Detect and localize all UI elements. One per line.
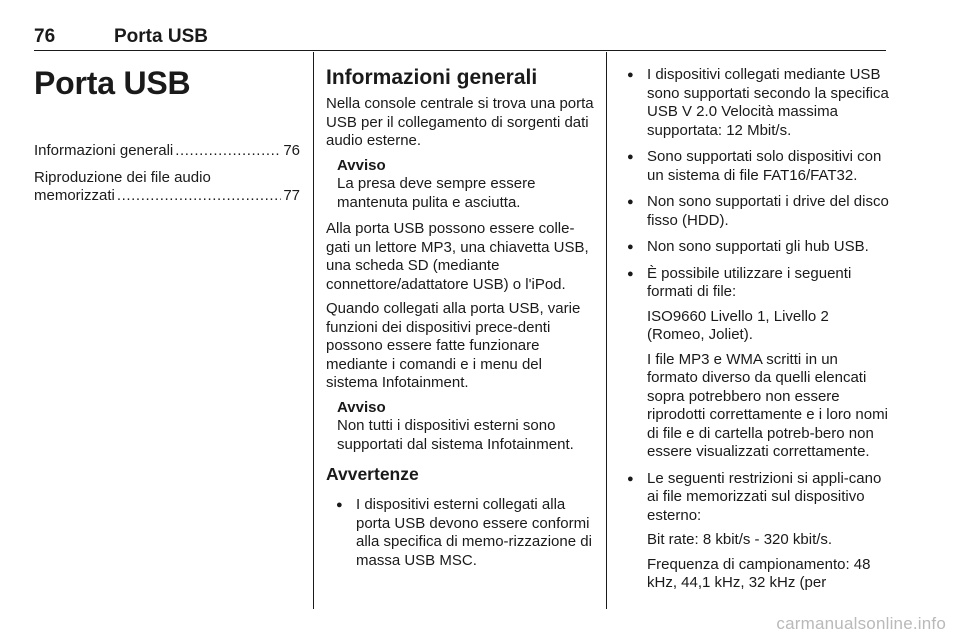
toc-page-number: 77	[283, 187, 300, 204]
column-divider-2	[606, 52, 607, 609]
notice-box-2	[326, 399, 594, 455]
toc-page-number: 76	[283, 142, 300, 159]
requirements-list	[620, 66, 890, 593]
running-header-title: Porta USB	[114, 26, 208, 47]
list-item	[620, 148, 890, 185]
requirements-column	[620, 66, 890, 601]
list-item	[620, 193, 890, 230]
watermark: carmanualsonline.info	[776, 614, 946, 633]
list-item-text: Frequenza di campionamento: 48 kHz, 44,1 kHz, 32 kHz (per	[647, 555, 871, 591]
list-item	[620, 66, 890, 140]
devices-paragraph: Alla porta USB possono essere colle-gati un lettore MP3, una chiavetta USB, una scheda SD (mediante connettore/adattatore USB) o l'iPod.	[326, 220, 589, 293]
list-item-text: ISO9660 Livello 1, Livello 2 (Romeo, Joliet).	[647, 307, 829, 343]
section-heading: Informazioni generali	[326, 66, 538, 89]
list-item-text: ● È possibile utilizzare i seguenti formati di file:	[647, 264, 852, 300]
toc-entry-label: Riproduzione dei file audio	[34, 168, 211, 186]
toc-column	[34, 58, 300, 214]
list-item-text: I file MP3 e WMA scritti in un formato diverso da quelli elencati sopra potrebbero non essere riprodotti correttamente e i loro nomi di file e di cartella potreb-bero non essere visualizzati correttamente.	[647, 350, 888, 460]
list-item	[620, 265, 890, 462]
functions-paragraph: Quando collegati alla porta USB, varie funzioni dei dispositivi prece-denti possono essere fatte funzionare mediante i comandi e i menu del sistema Infotainment.	[326, 300, 581, 391]
toc-leader-dots	[175, 142, 281, 161]
header-divider	[34, 50, 886, 51]
column-divider-1	[313, 52, 314, 609]
list-item-text: ● Sono supportati solo dispositivi con un sistema di file FAT16/FAT32.	[647, 148, 882, 184]
notice-text: La presa deve sempre essere mantenuta pulita e asciutta.	[337, 175, 536, 211]
toc-leader-dots	[117, 187, 281, 206]
list-item-text: ● Non sono supportati i drive del disco fisso (HDD).	[647, 193, 889, 229]
list-item-text: ● I dispositivi collegati mediante USB sono supportati secondo la specifica USB V 2.0 Velocità massima supportata: 12 Mbit/s.	[647, 66, 889, 139]
page-number: 76	[34, 26, 56, 47]
intro-paragraph: Nella console centrale si trova una porta USB per il collegamento di sorgenti dati audio esterne.	[326, 95, 594, 149]
list-item-text: ● Le seguenti restrizioni si appli-cano ai file memorizzati sul dispositivo esterno:	[647, 469, 882, 524]
notice-title: Avviso	[337, 398, 386, 416]
notice-text: Non tutti i dispositivi esterni sono supportati dal sistema Infotainment.	[337, 417, 574, 453]
subsection-heading: Avvertenze	[326, 464, 419, 484]
general-info-column	[326, 58, 594, 578]
list-item	[620, 238, 890, 257]
notice-box-1	[326, 157, 594, 213]
toc-entry-general-info[interactable]	[34, 142, 300, 161]
warnings-list	[329, 496, 594, 570]
list-item-text: Bit rate: 8 kbit/s - 320 kbit/s.	[647, 531, 833, 548]
list-item: ● I dispositivi esterni collegati alla porta USB devono essere conformi alla specifica di memo-rizzazione di massa USB MSC.	[329, 496, 594, 570]
list-item-text: ● Non sono supportati gli hub USB.	[647, 238, 869, 255]
toc-entry-playback[interactable]	[34, 169, 300, 206]
list-item	[620, 470, 890, 593]
toc-entry-label: Informazioni generali	[34, 142, 174, 159]
chapter-title: Porta USB	[34, 65, 191, 101]
toc-entry-label-cont: memorizzati	[34, 187, 115, 204]
notice-title: Avviso	[337, 156, 386, 174]
page-header	[34, 26, 886, 50]
